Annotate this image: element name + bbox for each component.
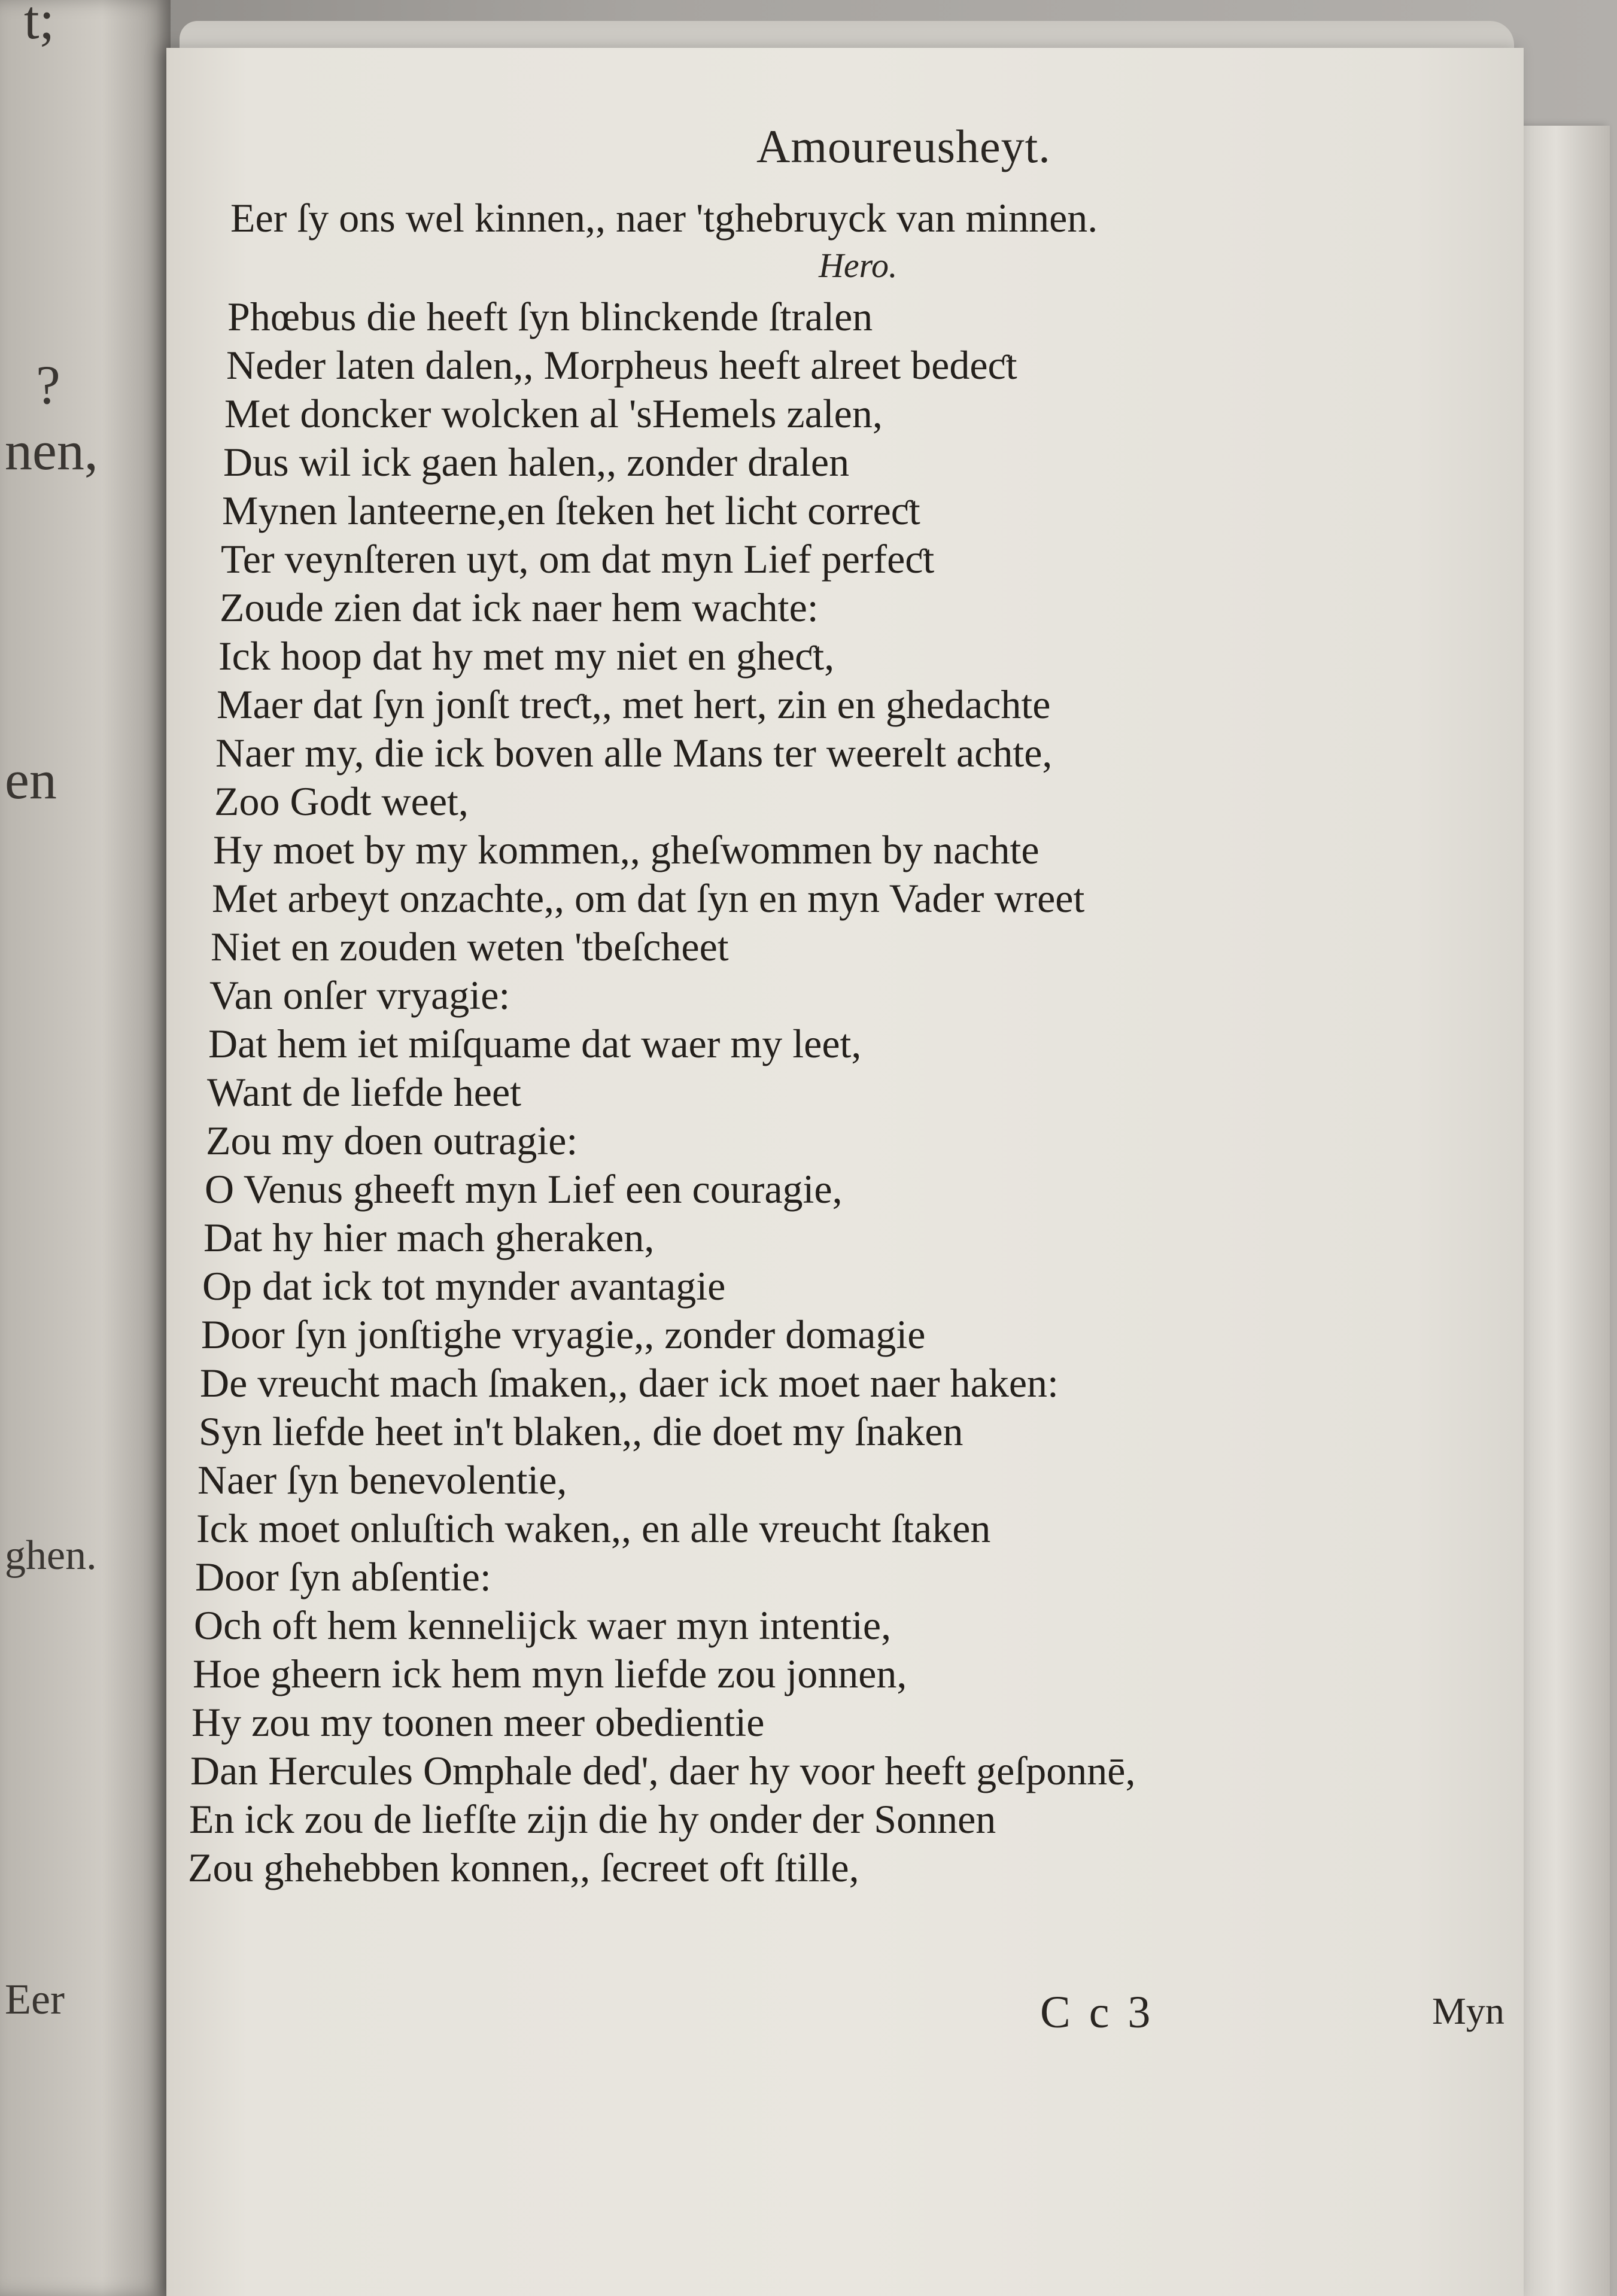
left-page-fragment: ghen. xyxy=(5,1532,97,1579)
text-line: Ick moet onluſtich waken,, en alle vreucht ſtaken xyxy=(196,1506,991,1551)
text-line: Och oft hem kennelijck waer myn intentie, xyxy=(194,1602,892,1648)
text-line: Mynen lanteerne,en ſteken het licht correƈt xyxy=(222,488,920,533)
text-line: Ick hoop dat hy met my niet en gheƈt, xyxy=(218,633,835,679)
text-line: Maer dat ſyn jonſt treƈt,, met hert, zin en ghedachte xyxy=(217,682,1051,727)
text-line: Door ſyn abſentie: xyxy=(195,1554,491,1599)
left-page-fragment: nen, xyxy=(5,420,98,481)
right-page xyxy=(166,48,1524,2296)
text-line: O Venus gheeft myn Lief een couragie, xyxy=(205,1166,843,1212)
text-line: Want de liefde heet xyxy=(207,1069,522,1115)
text-line: De vreucht mach ſmaken,, daer ick moet naer haken: xyxy=(200,1360,1059,1406)
text-line: Neder laten dalen,, Morpheus heeft alreet bedeƈt xyxy=(226,342,1017,388)
page-fore-edge xyxy=(1520,126,1610,2296)
text-line: En ick zou de liefſte zijn die hy onder der Sonnen xyxy=(189,1796,996,1842)
left-page-fragment: t; xyxy=(24,0,55,50)
text-line: Door ſyn jonſtighe vryagie,, zonder domagie xyxy=(201,1312,926,1357)
text-line: Ter veynſteren uyt, om dat myn Lief perfeƈt xyxy=(221,536,935,582)
text-line: Zou ghehebben konnen,, ſecreet oft ſtille, xyxy=(188,1845,859,1890)
text-line: Dat hem iet miſquame dat waer my leet, xyxy=(208,1021,862,1066)
text-line: Zou my doen outragie: xyxy=(206,1118,578,1163)
speaker-name: Hero. xyxy=(819,246,898,285)
text-line: Met doncker wolcken al 'sHemels zalen, xyxy=(224,391,883,436)
left-page-fragment: en xyxy=(5,749,57,810)
text-line: Hy moet by my kommen,, gheſwommen by nachte xyxy=(213,827,1040,872)
text-line: Met arbeyt onzachte,, om dat ſyn en myn Vader wreet xyxy=(212,875,1085,921)
text-line: Hy zou my toonen meer obedientie xyxy=(192,1699,765,1745)
text-line: Naer ſyn benevolentie, xyxy=(197,1457,567,1503)
text-line: Eer ſy ons wel kinnen,, naer 'tghebruyck van minnen. xyxy=(230,195,1098,241)
catchword: Myn xyxy=(1432,1990,1504,2032)
text-line: Phœbus die heeft ſyn blinckende ſtralen xyxy=(227,294,873,339)
running-head: Amoureusheyt. xyxy=(756,120,1051,172)
left-page-fragment: Eer xyxy=(5,1975,65,2023)
text-line: Niet en zouden weten 'tbeſcheet xyxy=(211,924,729,969)
left-page-fragment: ? xyxy=(36,354,60,415)
text-line: Van onſer vryagie: xyxy=(209,972,510,1018)
text-line: Zoo Godt weet, xyxy=(214,778,469,824)
text-line: Op dat ick tot mynder avantagie xyxy=(202,1263,726,1309)
signature-mark: C c 3 xyxy=(1040,1987,1154,2037)
text-line: Naer my, die ick boven alle Mans ter weerelt achte, xyxy=(215,730,1053,776)
text-line: Syn liefde heet in't blaken,, die doet my ſnaken xyxy=(199,1409,963,1454)
text-line: Zoude zien dat ick naer hem wachte: xyxy=(220,585,819,630)
text-line: Hoe gheern ick hem myn liefde zou jonnen, xyxy=(193,1651,907,1696)
left-page xyxy=(0,0,171,2296)
text-line: Dan Hercules Omphale ded', daer hy voor heeft geſponnē, xyxy=(190,1748,1136,1793)
text-line: Dus wil ick gaen halen,, zonder dralen xyxy=(223,439,850,485)
text-line: Dat hy hier mach gheraken, xyxy=(203,1215,655,1260)
